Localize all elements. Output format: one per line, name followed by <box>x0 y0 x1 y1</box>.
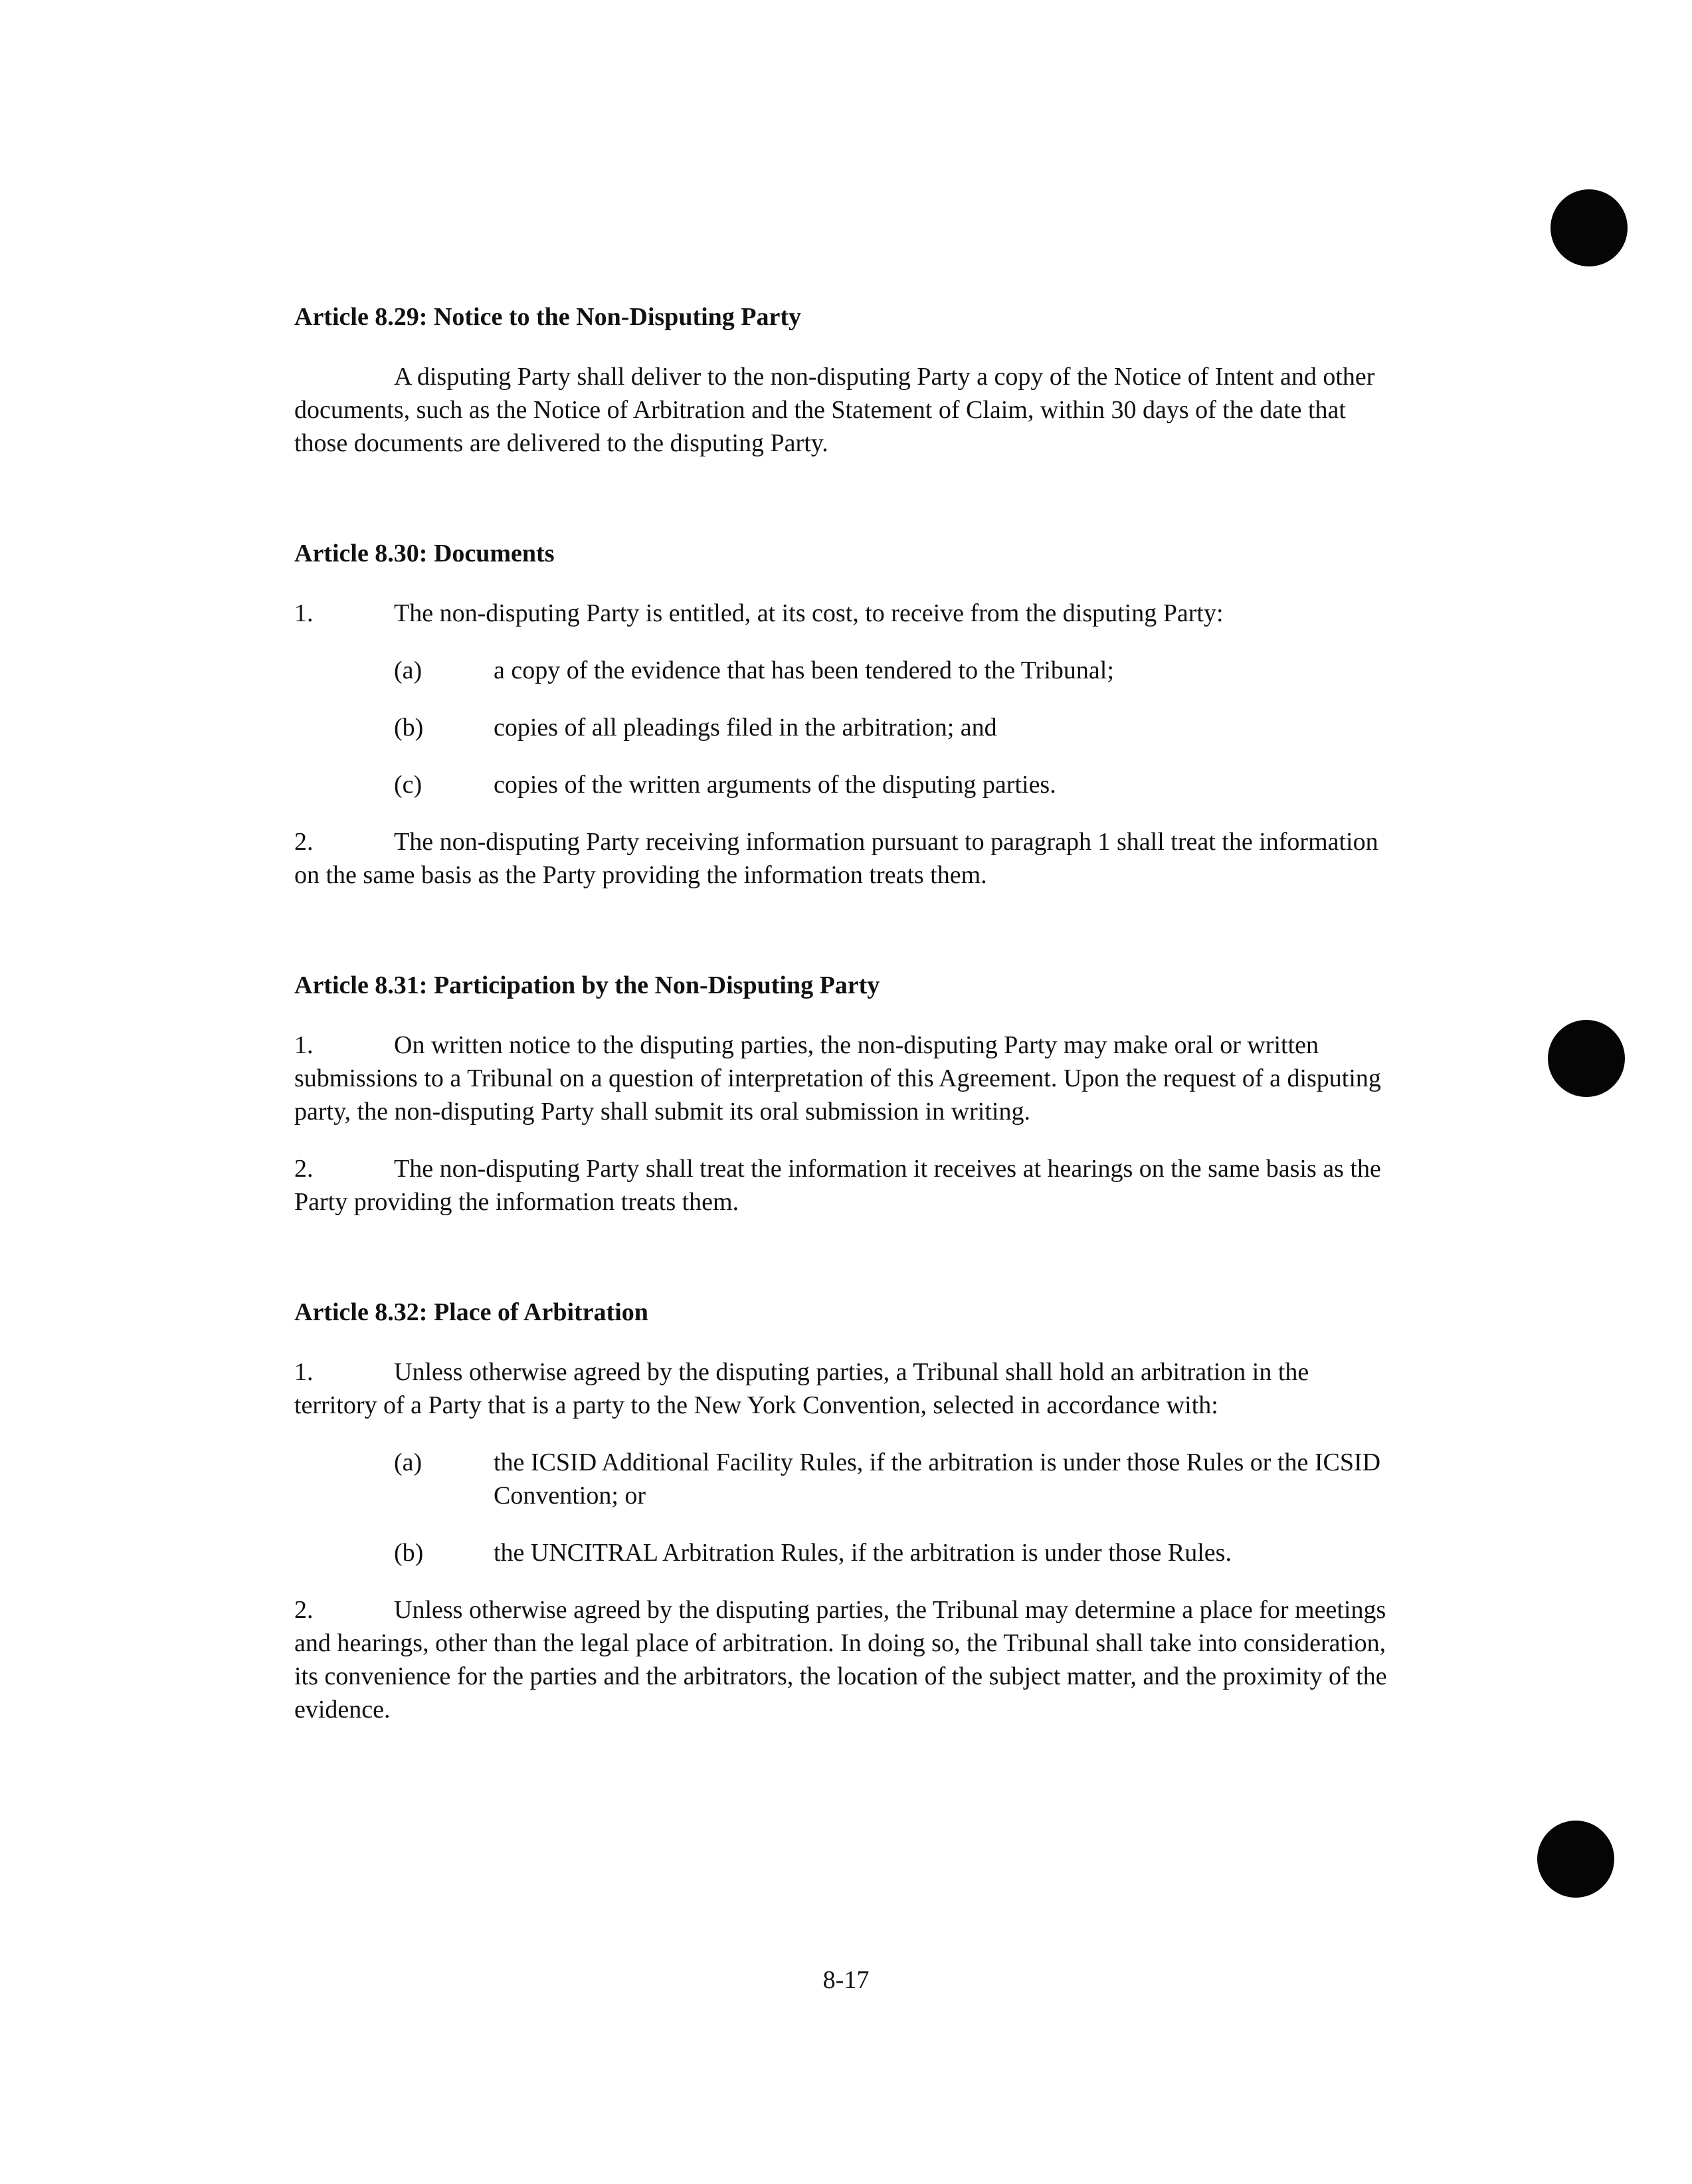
article-heading: Article 8.32: Place of Arbitration <box>294 1298 648 1326</box>
list-item <box>294 711 1397 744</box>
item-text: copies of the written arguments of the disputing parties. <box>494 771 1056 799</box>
paragraph-text: The non-disputing Party is entitled, at its cost, to receive from the disputing Party: <box>394 599 1224 627</box>
item-text: copies of all pleadings filed in the arbitration; and <box>494 714 997 742</box>
article-heading: Article 8.30: Documents <box>294 540 555 567</box>
item-text: the UNCITRAL Arbitration Rules, if the arbitration is under those Rules. <box>494 1539 1232 1567</box>
article-heading: Article 8.29: Notice to the Non-Disputing Party <box>294 303 802 331</box>
numbered-paragraph <box>294 1593 1397 1726</box>
article-8-29 <box>294 300 1397 460</box>
article-8-31 <box>294 969 1397 1219</box>
article-heading: Article 8.31: Participation by the Non-Disputing Party <box>294 971 880 999</box>
list-item <box>294 1446 1397 1512</box>
punch-hole-bottom <box>1537 1821 1614 1898</box>
paragraph-text: Unless otherwise agreed by the disputing parties, the Tribunal may determine a place for meetings and hearings, other than the legal place of arbitration. In doing so, the Tribunal shall take into consideration, its convenience for the parties and the arbitrators, the location of the subject matter, and the proximity of the evidence. <box>294 1596 1387 1724</box>
article-8-32 <box>294 1296 1397 1726</box>
numbered-paragraph <box>294 1355 1397 1422</box>
numbered-paragraph <box>294 1152 1397 1219</box>
numbered-paragraph <box>294 597 1397 630</box>
paragraph-number: 1. <box>294 599 314 627</box>
numbered-paragraph <box>294 1029 1397 1128</box>
paragraph-text: Unless otherwise agreed by the disputing parties, a Tribunal shall hold an arbitration in the territory of a Party that is a party to the New York Convention, selected in accordance with: <box>294 1358 1309 1419</box>
document-body <box>294 300 1397 1726</box>
item-text: the ICSID Additional Facility Rules, if the arbitration is under those Rules or the ICSID Convention; or <box>494 1448 1381 1510</box>
paragraph-number: 2. <box>294 828 314 856</box>
item-label: (a) <box>394 1448 423 1476</box>
page-number: 8-17 <box>822 1966 870 1994</box>
item-text: a copy of the evidence that has been tendered to the Tribunal; <box>494 656 1114 684</box>
punch-hole-top <box>1551 189 1628 266</box>
numbered-paragraph <box>294 825 1397 892</box>
list-item <box>294 768 1397 801</box>
paragraph-number: 2. <box>294 1155 314 1183</box>
paragraph-text: On written notice to the disputing parties, the non-disputing Party may make oral or written submissions to a Tribunal on a question of interpretation of this Agreement. Upon the request of a disputing party, the non-disputing Party shall submit its oral submission in writing. <box>294 1031 1381 1126</box>
paragraph-number: 1. <box>294 1031 314 1059</box>
list-item <box>294 1536 1397 1569</box>
paragraph-number: 1. <box>294 1358 314 1386</box>
item-label: (c) <box>394 771 423 799</box>
paragraph-text: The non-disputing Party receiving information pursuant to paragraph 1 shall treat the information on the same basis as the Party providing the information treats them. <box>294 828 1378 889</box>
item-label: (b) <box>394 1539 424 1567</box>
list-item <box>294 654 1397 687</box>
article-paragraph: A disputing Party shall deliver to the non-disputing Party a copy of the Notice of Intent and other documents, such as the Notice of Arbitration and the Statement of Claim, within 30 days of the date that those documents are delivered to the disputing Party. <box>294 363 1375 457</box>
paragraph-text: The non-disputing Party shall treat the information it receives at hearings on the same basis as the Party providing the information treats them. <box>294 1155 1381 1216</box>
item-label: (b) <box>394 714 424 742</box>
punch-hole-middle <box>1548 1020 1625 1097</box>
item-label: (a) <box>394 656 423 684</box>
paragraph-number: 2. <box>294 1596 314 1624</box>
article-8-30 <box>294 537 1397 892</box>
